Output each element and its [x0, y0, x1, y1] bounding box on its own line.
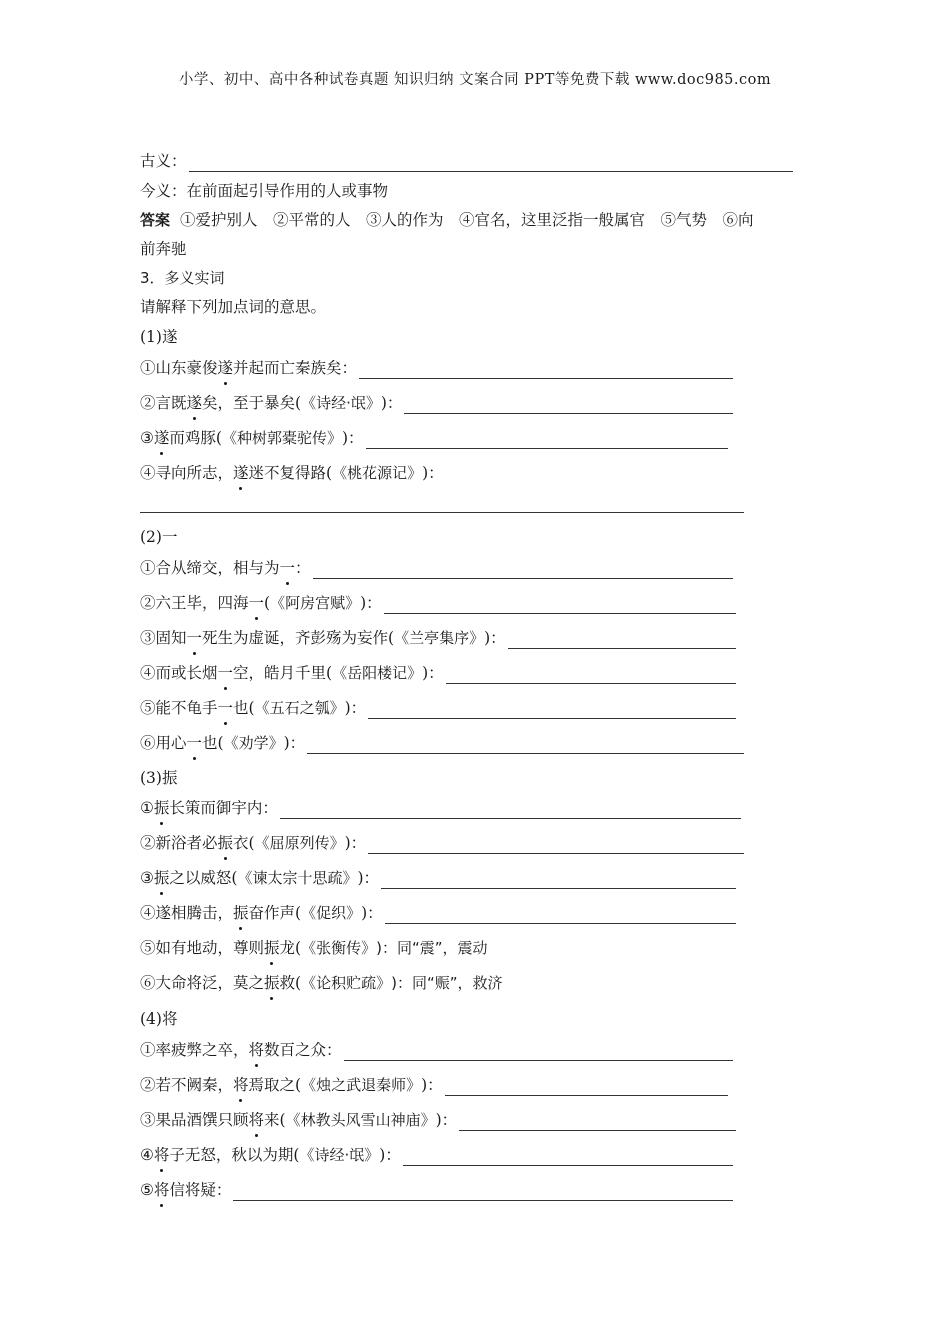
item-text: ①山东豪俊 [140, 359, 218, 377]
item-text: ③固知 [140, 629, 187, 647]
dotted-word: 一 [217, 699, 234, 717]
guyi-line [140, 150, 793, 172]
dotted-word: 一 [186, 734, 203, 752]
dotted-word: 将 [248, 1041, 265, 1059]
answer-blank[interactable] [384, 597, 736, 614]
item-text: ① [140, 799, 154, 817]
answer-line [140, 209, 754, 231]
dotted-word: 将 [153, 1181, 170, 1199]
jinyi-line: 今义：在前面起引导作用的人或事物 [140, 182, 389, 200]
exercise-item [140, 427, 728, 449]
page-header: 小学、初中、高中各种试卷真题 知识归纳 文案合同 PPT等免费下载 www.doc985.com [178, 72, 772, 88]
item-text: 救( [279, 974, 302, 992]
exercise-item [140, 392, 733, 414]
dotted-word: 振 [217, 834, 234, 852]
source-title: 《种树郭橐驼传》 [221, 429, 342, 447]
exercise-item [140, 697, 736, 719]
dotted-word: 一 [248, 594, 265, 612]
item-text: ④而或长烟 [140, 664, 218, 682]
group-title: (1)遂 [140, 328, 178, 346]
item-text: ⑤如有地动，尊则 [140, 939, 265, 957]
source-title: 《论积贮疏》 [301, 974, 392, 992]
item-text: 龙( [279, 939, 302, 957]
group-title: (2)一 [140, 528, 178, 546]
item-text: )： [357, 869, 380, 887]
item-text: 而鸡豚( [169, 429, 222, 447]
answer-blank[interactable] [445, 1079, 728, 1096]
exercise-item [140, 1144, 733, 1166]
answer-continuation: 前奔驰 [140, 240, 187, 258]
dotted-word: 遂 [233, 464, 249, 482]
item-text: ②言既 [140, 394, 187, 412]
item-text: )： [283, 734, 306, 752]
exercise-item [140, 832, 744, 854]
answer-blank[interactable] [446, 667, 736, 684]
exercise-item [140, 1109, 736, 1131]
exercise-item [140, 937, 488, 959]
item-text: ②若不阙秦， [140, 1076, 234, 1094]
item-text: ④ [140, 1146, 154, 1164]
instruction: 请解释下列加点词的意思。 [140, 298, 327, 316]
item-text: ③果品酒馔只顾 [140, 1111, 249, 1129]
dotted-word: 振 [153, 799, 170, 817]
item-text: 信将疑： [169, 1181, 232, 1199]
item-text: )： [422, 464, 444, 482]
dotted-word: 遂 [186, 394, 203, 412]
group-title: (4)将 [140, 1010, 178, 1028]
answer-label: 答案 [140, 211, 171, 229]
exercise-item [140, 867, 736, 889]
answer-blank[interactable] [366, 432, 728, 449]
item-text: ( [264, 594, 271, 612]
item-text: )： [342, 429, 364, 447]
exercise-item [140, 1074, 728, 1096]
source-title: 《张衡传》 [301, 939, 377, 957]
source-title: 《屈原列传》 [254, 834, 345, 852]
item-text: 空，皓月千里( [233, 664, 333, 682]
item-text: ②新浴者必 [140, 834, 218, 852]
source-title: 《诗经·氓》 [301, 394, 381, 412]
section-title: 3．多义实词 [140, 269, 225, 287]
item-text: )：同“赈”，救济 [391, 974, 503, 992]
exercise-item [140, 732, 744, 754]
source-title: 《桃花源记》 [332, 464, 423, 482]
dotted-word: 一 [217, 664, 234, 682]
item-text: ③ [140, 869, 154, 887]
answer-blank[interactable] [404, 397, 733, 414]
item-text: 也( [202, 734, 224, 752]
exercise-item [140, 357, 733, 379]
source-title: 《诗经·氓》 [299, 1146, 380, 1164]
item-text: ： [295, 559, 311, 577]
dotted-word: 将 [233, 1076, 249, 1094]
dotted-word: 将 [153, 1146, 170, 1164]
source-title: 《烛之武退秦师》 [301, 1076, 422, 1094]
item-text: )： [422, 664, 444, 682]
answer-blank[interactable] [359, 362, 733, 379]
exercise-item [140, 1179, 733, 1201]
item-text: 长策而御宇内： [169, 799, 278, 817]
item-text: )： [435, 1111, 458, 1129]
item-text: ⑤能不龟手 [140, 699, 218, 717]
source-title: 《促织》 [301, 904, 362, 922]
group-title: (3)振 [140, 769, 178, 787]
exercise-item [140, 662, 736, 684]
source-title: 《岳阳楼记》 [332, 664, 423, 682]
item-text: )： [344, 834, 367, 852]
item-text: ④寻向所志， [140, 464, 234, 482]
item-text: 奋作声( [248, 904, 302, 922]
answer-blank[interactable] [280, 802, 741, 819]
answer-blank[interactable] [189, 155, 793, 172]
item-text: )： [421, 1076, 443, 1094]
answer-blank[interactable] [233, 1184, 733, 1201]
source-title: 《阿房宫赋》 [270, 594, 361, 612]
item-text: ①合从缔交，相与为 [140, 559, 280, 577]
exercise-item [140, 557, 733, 579]
source-title: 《谏太宗十思疏》 [237, 869, 358, 887]
item-text: ⑥大命将泛，莫之 [140, 974, 265, 992]
answer-text: ①爱护别人 ②平常的人 ③人的作为 ④官名，这里泛指一般属官 ⑤气势 ⑥向 [180, 211, 754, 229]
item-text: 来( [264, 1111, 286, 1129]
item-text: 子无怒，秋以为期( [169, 1146, 300, 1164]
item-text: )： [344, 699, 367, 717]
answer-blank[interactable] [368, 837, 744, 854]
exercise-item [140, 592, 736, 614]
answer-blank[interactable] [368, 702, 736, 719]
exercise-item [140, 797, 741, 819]
dotted-word: 振 [264, 974, 280, 992]
item-text: ②六王毕，四海 [140, 594, 249, 612]
item-text: 并起而亡秦族矣： [233, 359, 358, 377]
item-text: 矣，至于暴矣( [202, 394, 302, 412]
item-text: ④遂相腾击， [140, 904, 234, 922]
exercise-item [140, 902, 736, 924]
dotted-word: 振 [233, 904, 249, 922]
source-title: 《劝学》 [223, 734, 284, 752]
answer-blank[interactable] [307, 737, 744, 754]
exercise-item [140, 1039, 733, 1061]
item-text: 迷不复得路( [248, 464, 333, 482]
exercise-item [140, 972, 503, 994]
item-text: )： [484, 629, 506, 647]
item-text: 之以威怒( [169, 869, 238, 887]
dotted-word: 遂 [153, 429, 170, 447]
item-text: )： [360, 594, 382, 612]
item-text: ⑤ [140, 1181, 154, 1199]
source-title: 《五石之瓠》 [254, 699, 345, 717]
answer-blank[interactable] [508, 632, 736, 649]
answer-blank[interactable] [459, 1114, 736, 1131]
answer-blank[interactable] [403, 1149, 733, 1166]
item-text: 数百之众： [264, 1041, 342, 1059]
item-text: ⑥用心 [140, 734, 187, 752]
dotted-word: 一 [279, 559, 296, 577]
item-text: ③ [140, 429, 154, 447]
answer-blank[interactable] [140, 512, 744, 513]
dotted-word: 振 [264, 939, 280, 957]
item-text: 焉取之( [248, 1076, 302, 1094]
answer-blank[interactable] [313, 562, 733, 579]
dotted-word: 将 [248, 1111, 265, 1129]
answer-blank[interactable] [344, 1044, 733, 1061]
item-text: 衣( [233, 834, 255, 852]
guyi-label: 古义： [140, 152, 187, 170]
item-text: )： [379, 1146, 401, 1164]
answer-blank[interactable] [381, 872, 736, 889]
item-text: 死生为虚诞，齐彭殇为妄作( [202, 629, 395, 647]
exercise-item [140, 627, 736, 649]
dotted-word: 遂 [217, 359, 234, 377]
exercise-item [140, 462, 444, 484]
item-text: )：同“震”，震动 [376, 939, 488, 957]
item-text: ①率疲弊之卒， [140, 1041, 249, 1059]
source-title: 《林教头风雪山神庙》 [285, 1111, 436, 1129]
item-text: )： [380, 394, 403, 412]
dotted-word: 一 [186, 629, 203, 647]
item-text: 也( [233, 699, 255, 717]
answer-blank[interactable] [385, 907, 736, 924]
source-title: 《兰亭集序》 [394, 629, 485, 647]
dotted-word: 振 [153, 869, 170, 887]
item-text: )： [361, 904, 383, 922]
